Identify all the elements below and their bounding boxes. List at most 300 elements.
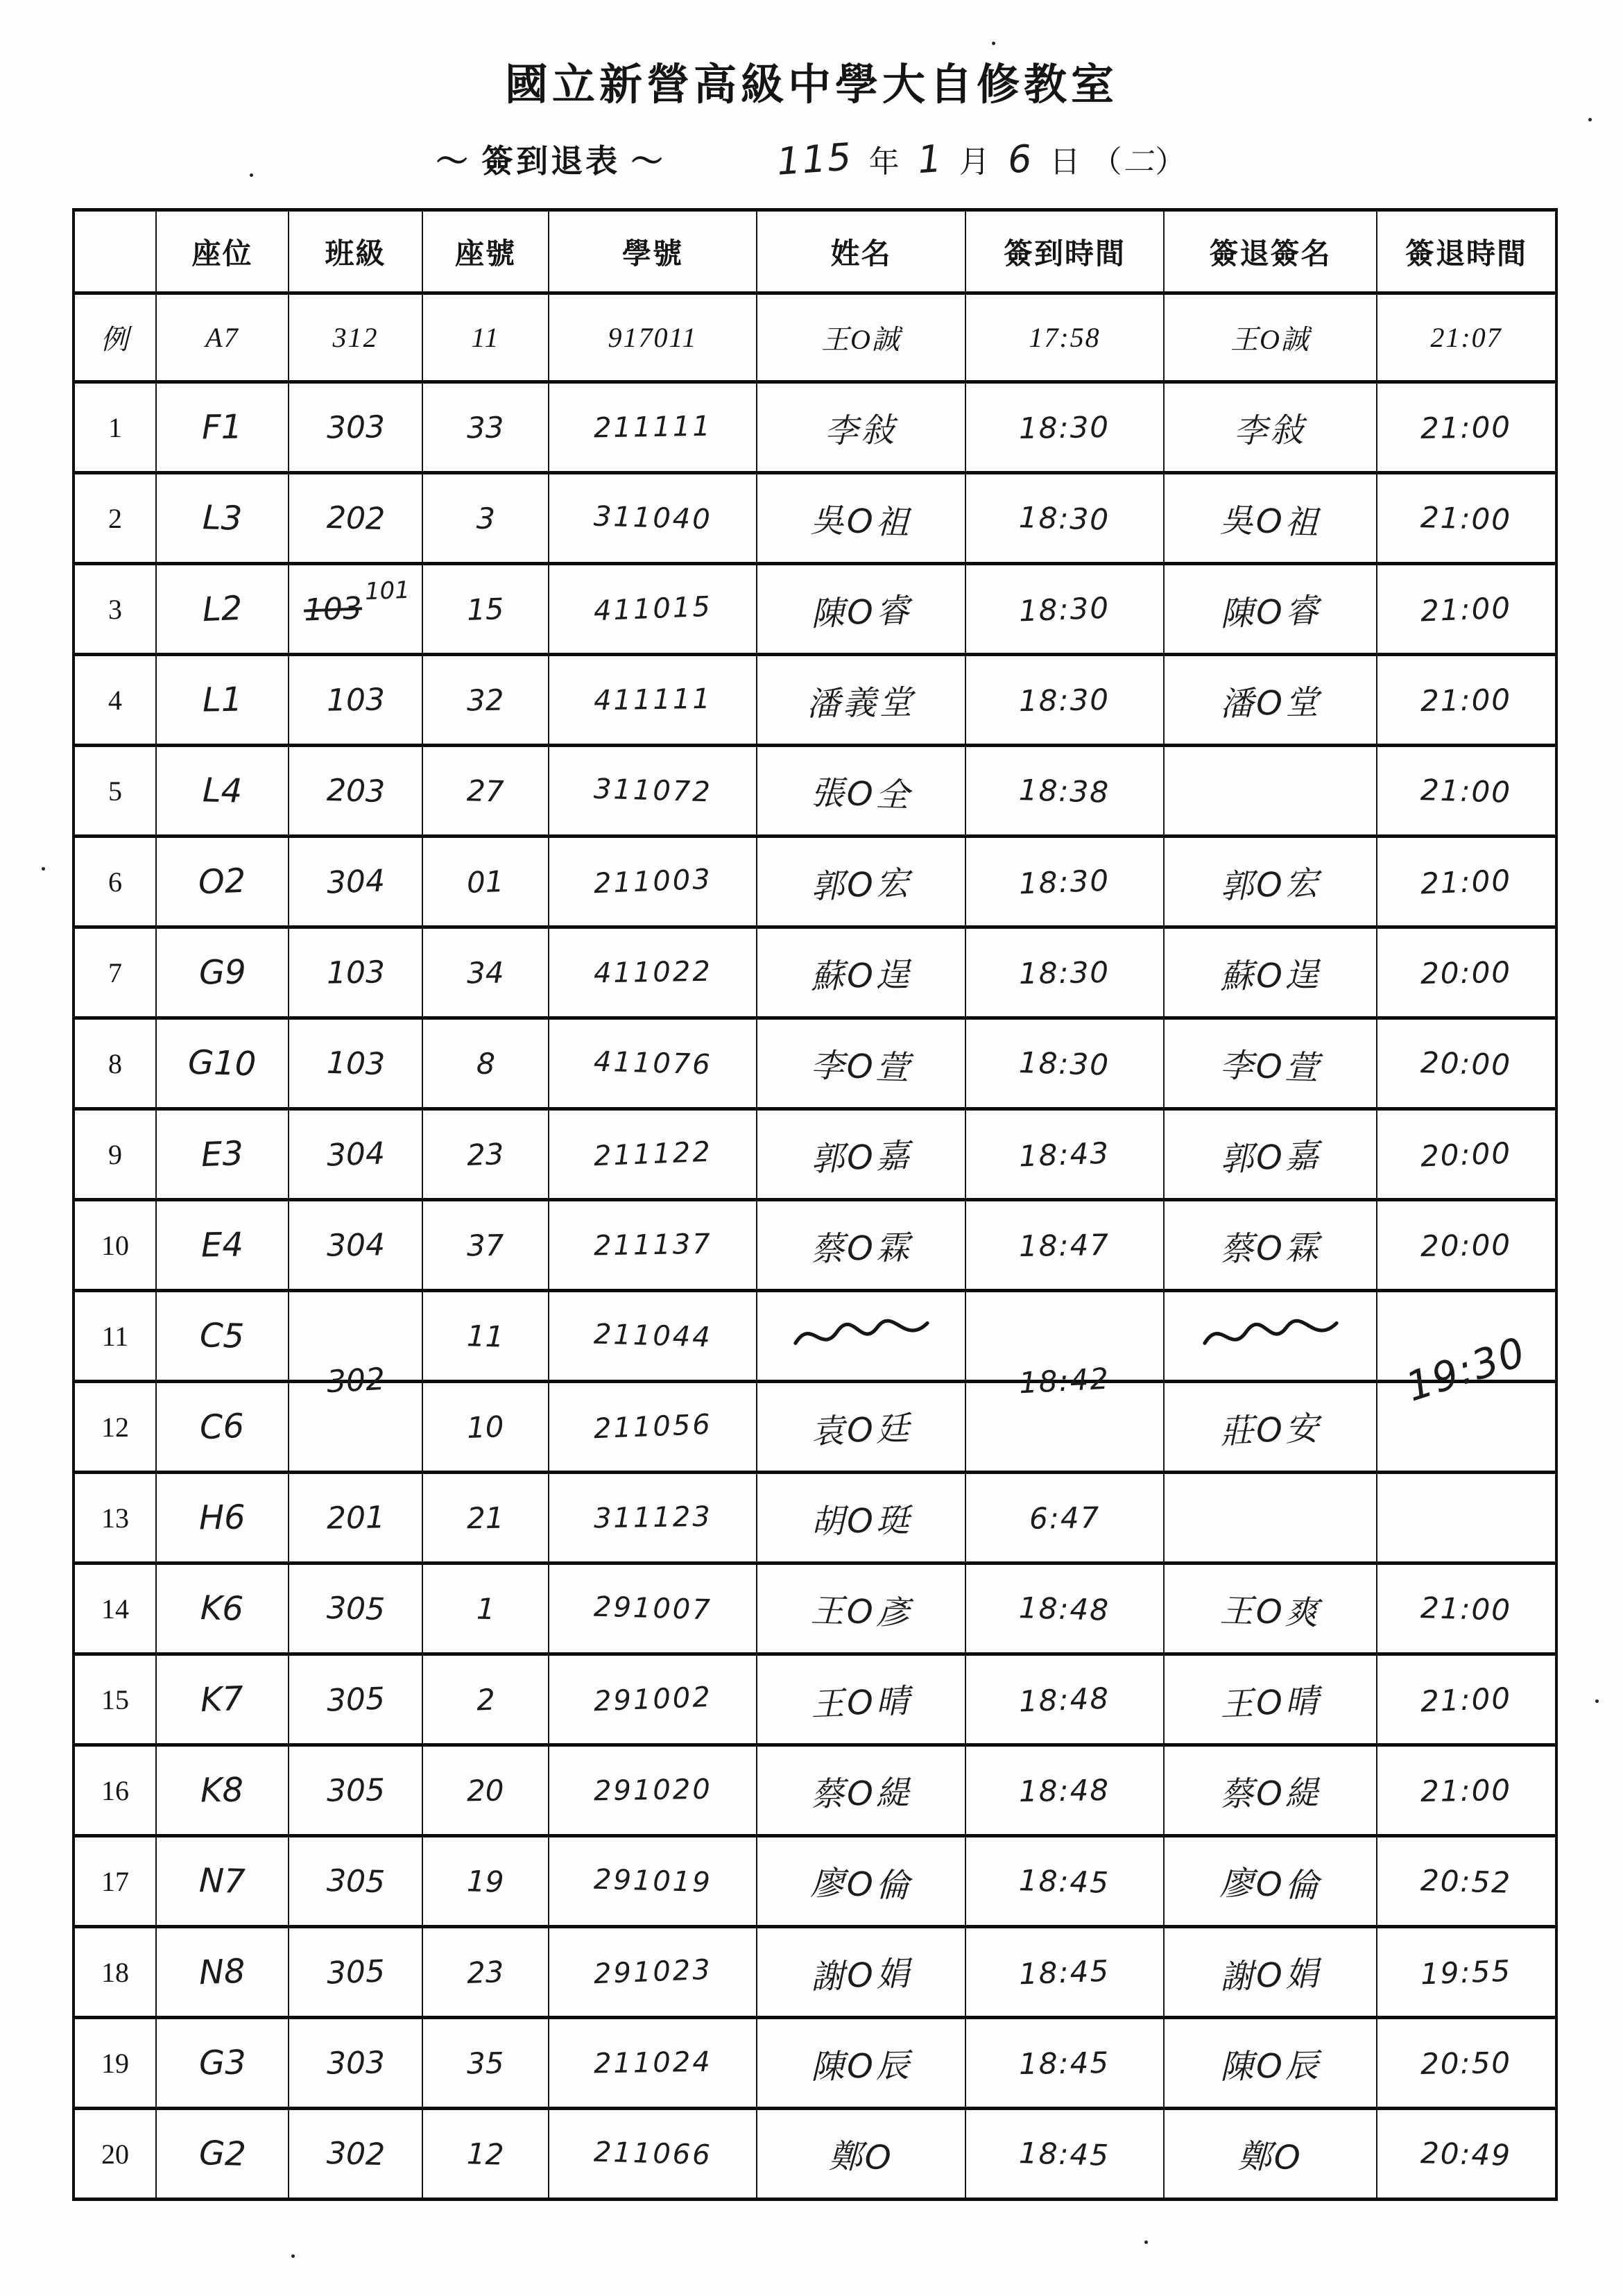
- name-value: 蔡O霖: [810, 1228, 912, 1269]
- cell-no: [422, 1200, 549, 1291]
- table-row: [74, 1654, 1556, 1745]
- cell-num: [74, 293, 156, 382]
- num-value: 9: [108, 1138, 122, 1170]
- cell-num: [74, 1836, 156, 1927]
- sign_out_time-value: 20:00: [1420, 1136, 1513, 1173]
- cell-no: [422, 927, 549, 1018]
- seat-value: G9: [198, 952, 246, 993]
- student_id-value: 411111: [593, 683, 712, 717]
- sign_out_time-value: 20:49: [1420, 2135, 1513, 2173]
- no-value: 23: [466, 1954, 505, 1990]
- cell-num: [74, 1563, 156, 1654]
- example-no-value: 11: [471, 322, 500, 353]
- sign_out_time-value: 21:00: [1420, 590, 1513, 628]
- sign_in-value: 18:30: [1018, 499, 1111, 537]
- cell-no: [422, 1382, 549, 1473]
- cell-sign_in: [965, 2018, 1164, 2109]
- cell-name: [757, 837, 965, 927]
- no-value: 11: [466, 1318, 505, 1354]
- cell-num: [74, 1382, 156, 1473]
- cell-sign_out_name: [1164, 1018, 1377, 1109]
- cell-sign_out_name: [1164, 1745, 1377, 1836]
- num-value: 6: [108, 866, 122, 898]
- cell-student_id: [549, 1745, 757, 1836]
- cell-sign_out_name: [1164, 655, 1377, 746]
- student_id-value: 411076: [593, 1045, 712, 1081]
- sign_out_name-value: 謝O娟: [1219, 1953, 1322, 1997]
- cell-seat: [156, 1291, 289, 1382]
- cell-sign_out_name: [1164, 2018, 1377, 2109]
- cell-sign_out_name: [1164, 1109, 1377, 1200]
- seat-value: K7: [200, 1679, 245, 1720]
- cell-student_id: [549, 746, 757, 837]
- example-sign_out_name-value: 王O誠: [1230, 324, 1310, 355]
- cell-num: [74, 1018, 156, 1109]
- student_id-value: 291019: [593, 1863, 712, 1899]
- cell-seat: [156, 655, 289, 746]
- col-header-blank: [74, 210, 156, 293]
- seat-value: G2: [198, 2134, 247, 2174]
- date-month-unit: 月: [959, 145, 992, 179]
- sign_in-value: 6:47: [1029, 1500, 1101, 1536]
- cell-seat: [156, 2109, 289, 2200]
- cell-no: [422, 746, 549, 837]
- sign_in-value: 18:30: [1018, 1045, 1111, 1082]
- cell-num: [74, 473, 156, 564]
- student_id-value: 211044: [593, 1318, 712, 1354]
- col-header-name: 姓名: [757, 210, 965, 293]
- sign_out_time-value: 21:00: [1420, 1590, 1513, 1627]
- seat-value: L2: [201, 588, 243, 630]
- cell-student_id: [549, 1018, 757, 1109]
- cell-name: [757, 746, 965, 837]
- table-row: [74, 2109, 1556, 2200]
- num-value: 14: [101, 1593, 129, 1625]
- cell-seat: [156, 1382, 289, 1473]
- class-value: 304: [325, 1135, 386, 1174]
- cell-no: [422, 293, 549, 382]
- num-value: 17: [101, 1865, 129, 1897]
- scribble-signature: [1198, 1313, 1343, 1356]
- cell-class: [289, 1654, 422, 1745]
- cell-student_id: [549, 2018, 757, 2109]
- cell-sign_out_name: [1164, 1291, 1377, 1382]
- no-value: 15: [466, 591, 505, 627]
- sign_out_name-value: 潘O堂: [1219, 683, 1321, 723]
- num-value: 3: [108, 593, 122, 625]
- student_id-value: 311040: [593, 500, 712, 536]
- cell-seat: [156, 1200, 289, 1291]
- cell-sign_in: [965, 746, 1164, 837]
- cell-class: [289, 473, 422, 564]
- scan-speck: [1588, 118, 1592, 121]
- example-row: [74, 293, 1556, 382]
- table-body: [74, 293, 1556, 2200]
- cell-name: [757, 2109, 965, 2200]
- example-sign_in-value: 17:58: [1029, 322, 1101, 353]
- num-value: 2: [108, 502, 122, 534]
- class-value: 302: [325, 2135, 386, 2173]
- cell-sign_out_name: [1164, 1836, 1377, 1927]
- class-value: 103: [326, 954, 385, 991]
- subtitle-line: [0, 136, 1623, 182]
- col-header-sign-out-signature: 簽退簽名: [1164, 210, 1377, 293]
- example-class-value: 312: [332, 322, 379, 353]
- scan-speck: [291, 2254, 295, 2258]
- cell-name: [757, 564, 965, 655]
- cell-name: [757, 1382, 965, 1473]
- sign_out_time-value: 21:00: [1420, 682, 1512, 718]
- table-row: [74, 473, 1556, 564]
- cell-seat: [156, 1654, 289, 1745]
- cell-seat: [156, 1927, 289, 2018]
- cell-sign_out_name: [1164, 1200, 1377, 1291]
- cell-sign_in: [965, 2109, 1164, 2200]
- cell-name: [757, 1473, 965, 1563]
- sign_out_name-value: 李O萱: [1219, 1045, 1322, 1088]
- page-title: 國立新營高級中學大自修教室: [504, 62, 1118, 109]
- name-value: 李O萱: [809, 1045, 913, 1088]
- seat-value: C5: [199, 1316, 246, 1356]
- cell-num: [74, 564, 156, 655]
- seat-value: L4: [202, 771, 243, 811]
- cell-no: [422, 473, 549, 564]
- col-header-sign-out-time: 簽退時間: [1377, 210, 1556, 293]
- num-value: 20: [101, 2138, 129, 2170]
- sign_out_time-value: 20:00: [1420, 1227, 1512, 1263]
- name-value: 吳O祖: [809, 500, 913, 542]
- seat-value: O2: [198, 861, 247, 902]
- cell-sign_in: [965, 382, 1164, 473]
- student_id-value: 311123: [593, 1500, 712, 1535]
- cell-student_id: [549, 293, 757, 382]
- cell-seat: [156, 837, 289, 927]
- col-header-seat: 座位: [156, 210, 289, 293]
- name-value: 陳O睿: [809, 590, 913, 634]
- cell-no: [422, 1927, 549, 2018]
- cell-num: [74, 2018, 156, 2109]
- col-header-seat-no: 座號: [422, 210, 549, 293]
- cell-sign_in: [965, 1654, 1164, 1745]
- seat-value: E4: [200, 1225, 244, 1265]
- scan-speck: [250, 173, 253, 177]
- sign_in-value: 18:30: [1018, 863, 1111, 900]
- seat-value: C6: [199, 1406, 246, 1448]
- class-value: 201: [326, 1499, 385, 1536]
- cell-seat: [156, 1109, 289, 1200]
- table-row: [74, 655, 1556, 746]
- cell-sign_in: [965, 1291, 1164, 1400]
- sign_out_name-value: 鄭O: [1237, 2136, 1304, 2177]
- student_id-value: 211122: [592, 1136, 713, 1173]
- cell-sign_in: [965, 473, 1164, 564]
- sign_in-value: 18:45: [1018, 1953, 1111, 1991]
- class-value: 305: [325, 1953, 386, 1991]
- cell-seat: [156, 293, 289, 382]
- seat-value: N7: [198, 1861, 246, 1901]
- cell-seat: [156, 2018, 289, 2109]
- date-paren-open: （: [1091, 145, 1124, 179]
- sign_in-value: 18:47: [1019, 1227, 1110, 1263]
- table-row: [74, 1018, 1556, 1109]
- student_id-value: 411022: [593, 955, 712, 990]
- cell-student_id: [549, 1654, 757, 1745]
- no-value: 8: [475, 1046, 496, 1081]
- cell-student_id: [549, 1836, 757, 1927]
- cell-sign_out_time: [1377, 1109, 1556, 1200]
- cell-class: [289, 1563, 422, 1654]
- class-value: 303: [326, 409, 385, 446]
- cell-sign_out_time: [1377, 564, 1556, 655]
- cell-name: [757, 473, 965, 564]
- num-value: 1: [108, 411, 122, 443]
- cell-class: [289, 2109, 422, 2200]
- student_id-value: 291002: [592, 1681, 713, 1718]
- table-row: [74, 746, 1556, 837]
- name-value: 李敍: [825, 410, 898, 451]
- cell-no: [422, 1563, 549, 1654]
- cell-num: [74, 655, 156, 746]
- cell-sign_out_name: [1164, 837, 1377, 927]
- cell-student_id: [549, 1200, 757, 1291]
- sign_in-value: 18:42: [1018, 1361, 1111, 1400]
- table-row: [74, 564, 1556, 655]
- cell-class: [289, 1836, 422, 1927]
- num-value: 12: [101, 1411, 129, 1443]
- date-line: [770, 135, 1187, 184]
- cell-no: [422, 1109, 549, 1200]
- cell-sign_out_name: [1164, 927, 1377, 1018]
- table-row: [74, 927, 1556, 1018]
- cell-sign_out_time: [1377, 837, 1556, 927]
- student_id-value: 211056: [592, 1408, 713, 1446]
- cell-student_id: [549, 655, 757, 746]
- no-value: 35: [466, 2046, 505, 2080]
- sign_out_time-value: 20:00: [1420, 954, 1512, 991]
- cell-student_id: [549, 1473, 757, 1563]
- date-paren-close: ）: [1155, 145, 1187, 179]
- cell-sign_out_name: [1164, 1654, 1377, 1745]
- no-value: 12: [466, 2136, 505, 2172]
- seat-value: H6: [198, 1498, 246, 1538]
- table-row: [74, 2018, 1556, 2109]
- scribble-signature: [789, 1313, 934, 1356]
- seat-value: G10: [187, 1043, 257, 1084]
- seat-value: E3: [200, 1133, 244, 1175]
- cell-no: [422, 564, 549, 655]
- cell-student_id: [549, 1291, 757, 1382]
- scan-speck: [1144, 2241, 1148, 2244]
- cell-student_id: [549, 473, 757, 564]
- cell-seat: [156, 1563, 289, 1654]
- sign_in-value: 18:43: [1018, 1136, 1111, 1173]
- no-value: 2: [475, 1682, 496, 1717]
- sign_out_name-value: 陳O辰: [1219, 2046, 1321, 2087]
- name-value: 陳O辰: [810, 2046, 912, 2087]
- cell-no: [422, 2018, 549, 2109]
- sign_out_name-value: 蘇O逞: [1219, 955, 1321, 996]
- sign_out_name-value: 王O晴: [1219, 1681, 1322, 1724]
- cell-no: [422, 1018, 549, 1109]
- num-value: 11: [101, 1320, 129, 1352]
- cell-name: [757, 1563, 965, 1654]
- sign_out_time-value: 21:00: [1420, 499, 1513, 537]
- cell-sign_in: [965, 655, 1164, 746]
- cell-num: [74, 1200, 156, 1291]
- cell-sign_in: [965, 1473, 1164, 1563]
- cell-sign_out_name: [1164, 382, 1377, 473]
- cell-class: [289, 293, 422, 382]
- no-value: 23: [466, 1136, 505, 1172]
- sign_out_time-value: 21:00: [1420, 863, 1513, 900]
- cell-name: [757, 1836, 965, 1927]
- cell-student_id: [549, 927, 757, 1018]
- student_id-value: 211066: [593, 2136, 712, 2172]
- date-weekday: 二: [1123, 144, 1156, 180]
- class-value: 305: [325, 1862, 386, 1900]
- cell-student_id: [549, 382, 757, 473]
- cell-name: [757, 2018, 965, 2109]
- cell-class: [289, 1018, 422, 1109]
- cell-sign_out_time: [1377, 1563, 1556, 1654]
- class-correction: 101: [364, 576, 411, 606]
- class-value: 305: [326, 1772, 385, 1809]
- seat-value: K6: [200, 1588, 245, 1629]
- sign_out_time-value: 21:00: [1420, 409, 1512, 445]
- table-row: [74, 1200, 1556, 1291]
- class-value: 203: [325, 772, 386, 809]
- cell-sign_out_time: [1377, 746, 1556, 837]
- cell-name: [757, 1927, 965, 2018]
- cell-no: [422, 1836, 549, 1927]
- student_id-value: 211137: [593, 1228, 712, 1262]
- date-day: 6: [1006, 136, 1035, 182]
- name-value: 郭O宏: [809, 863, 913, 907]
- cell-name: [757, 1745, 965, 1836]
- class-value: 305: [325, 1590, 386, 1627]
- sign_in-value: 18:48: [1019, 1772, 1110, 1808]
- crossed-out-class: 103: [303, 590, 363, 628]
- cell-student_id: [549, 1563, 757, 1654]
- name-value: 蔡O緹: [810, 1773, 912, 1814]
- example-seat-value: A7: [205, 322, 239, 353]
- class-value: 302: [325, 1361, 386, 1400]
- cell-name: [757, 1018, 965, 1109]
- cell-seat: [156, 746, 289, 837]
- sign_in-value: 18:38: [1018, 772, 1111, 809]
- sign_in-value: 18:30: [1019, 954, 1110, 991]
- cell-num: [74, 927, 156, 1018]
- table-row: [74, 1563, 1556, 1654]
- example-num-value: 例: [101, 324, 130, 355]
- seat-value: G3: [198, 2043, 246, 2083]
- cell-sign_in: [965, 293, 1164, 382]
- sign_out_name-value: 王O爽: [1219, 1591, 1322, 1633]
- cell-seat: [156, 564, 289, 655]
- sign_out_name-value: 蔡O緹: [1219, 1773, 1321, 1814]
- cell-sign_out_time: [1377, 382, 1556, 473]
- student_id-value: 211003: [592, 863, 713, 900]
- sign_in-value: 18:48: [1018, 1590, 1111, 1627]
- example-name-value: 王O誠: [821, 324, 901, 355]
- no-value: 27: [466, 773, 505, 809]
- cell-class: [289, 564, 422, 655]
- no-value: 33: [466, 410, 505, 445]
- cell-class: [289, 655, 422, 746]
- cell-no: [422, 2109, 549, 2200]
- num-value: 18: [101, 1956, 129, 1988]
- cell-num: [74, 746, 156, 837]
- cell-class: [289, 746, 422, 837]
- cell-student_id: [549, 1927, 757, 2018]
- student_id-value: 211024: [593, 2046, 712, 2080]
- no-value: 19: [466, 1863, 505, 1899]
- cell-sign_out_time: [1377, 655, 1556, 746]
- date-year-unit: 年: [868, 145, 901, 179]
- cell-sign_in: [965, 564, 1164, 655]
- table-row: [74, 1473, 1556, 1563]
- cell-sign_out_name: [1164, 564, 1377, 655]
- cell-num: [74, 1654, 156, 1745]
- cell-sign_in: [965, 1563, 1164, 1654]
- sign_out_name-value: 陳O睿: [1219, 590, 1322, 634]
- name-value: 郭O嘉: [809, 1136, 913, 1179]
- cell-class: [289, 1291, 422, 1400]
- no-value: 01: [466, 864, 505, 900]
- sign_out_name-value: 吳O祖: [1219, 500, 1322, 542]
- sheet-subtitle: ～ 簽到退表 ～: [436, 144, 666, 179]
- seat-value: K8: [200, 1770, 244, 1810]
- num-value: 5: [108, 775, 122, 807]
- sign_in-value: 18:45: [1019, 2045, 1110, 2081]
- cell-sign_out_time: [1377, 1382, 1556, 1473]
- num-value: 4: [108, 684, 122, 716]
- sign_out_time-value: 21:00: [1420, 1772, 1512, 1808]
- table-row: [74, 1109, 1556, 1200]
- cell-sign_in: [965, 1927, 1164, 2018]
- cell-name: [757, 382, 965, 473]
- cell-name: [757, 927, 965, 1018]
- seat-value: L1: [202, 680, 243, 720]
- name-value: 鄭O: [827, 2136, 895, 2177]
- no-value: 34: [466, 955, 505, 990]
- no-value: 37: [466, 1228, 505, 1262]
- student_id-value: 291020: [593, 1773, 712, 1808]
- scan-speck: [1595, 1699, 1599, 1703]
- cell-sign_out_time: [1377, 927, 1556, 1018]
- cell-no: [422, 1654, 549, 1745]
- class-value: 304: [326, 1226, 385, 1264]
- cell-sign_out_name: [1164, 1927, 1377, 2018]
- no-value: 10: [466, 1409, 505, 1445]
- col-header-class: 班級: [289, 210, 422, 293]
- cell-no: [422, 1745, 549, 1836]
- cell-num: [74, 1109, 156, 1200]
- no-value: 32: [466, 683, 505, 717]
- cell-sign_in: [965, 1836, 1164, 1927]
- cell-num: [74, 382, 156, 473]
- cell-name: [757, 293, 965, 382]
- cell-no: [422, 1291, 549, 1382]
- cell-sign_out_name: [1164, 2109, 1377, 2200]
- cell-sign_out_time: [1377, 473, 1556, 564]
- sign_out_time-value: 20:52: [1420, 1862, 1513, 1900]
- name-value: 胡O珽: [810, 1500, 912, 1541]
- student_id-value: 411015: [592, 590, 713, 628]
- class-value: 304: [325, 862, 386, 901]
- cell-num: [74, 1745, 156, 1836]
- sign_out_name-value: 李敍: [1234, 410, 1307, 451]
